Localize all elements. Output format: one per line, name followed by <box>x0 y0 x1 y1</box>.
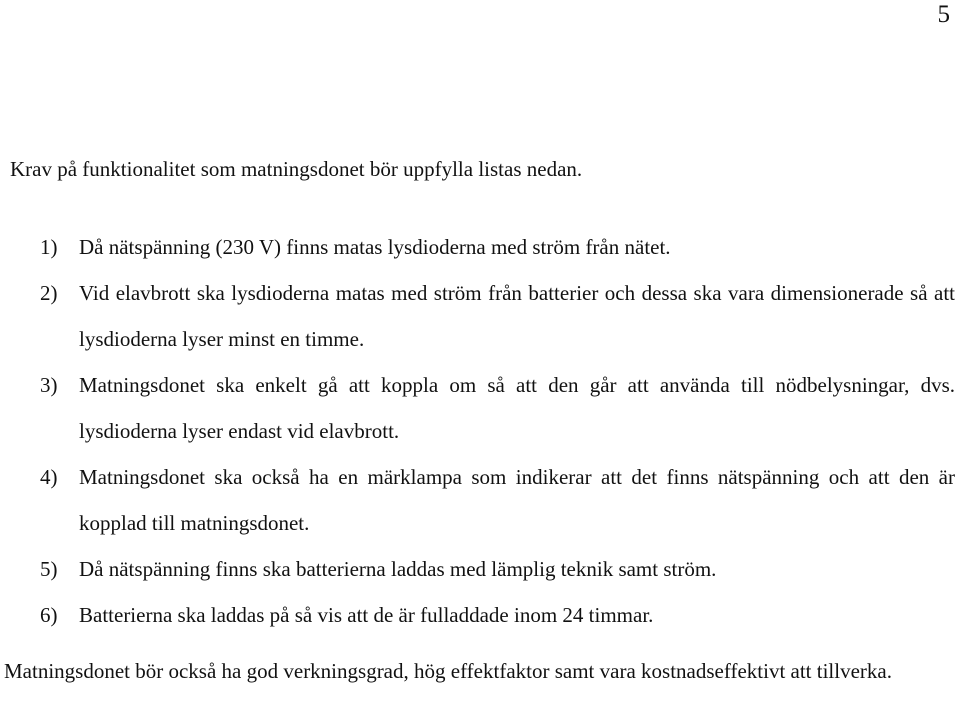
list-item <box>40 454 955 546</box>
list-item <box>40 362 955 454</box>
list-item-text: Matningsdonet ska också ha en märklampa som indikerar att det finns nätspänning och att den är kopplad till matningsdonet. <box>79 465 955 535</box>
list-item-text: Matningsdonet ska enkelt gå att koppla om så att den går att använda till nödbelysningar, dvs. lysdioderna lyser endast vid elavbrott. <box>79 373 955 443</box>
page-number: 5 <box>937 1 950 28</box>
list-item-text: Vid elavbrott ska lysdioderna matas med ström från batterier och dessa ska vara dimensionerade så att lysdioderna lyser minst en timme. <box>79 281 955 351</box>
list-item-number: 6) <box>40 603 58 627</box>
list-item <box>40 270 955 362</box>
list-item-number: 1) <box>40 235 58 259</box>
list-item-number: 5) <box>40 557 58 581</box>
list-item-text: Då nätspänning finns ska batterierna laddas med lämplig teknik samt ström. <box>79 557 717 581</box>
list-item-number: 4) <box>40 465 58 489</box>
list-item <box>40 224 955 270</box>
list-item <box>40 546 955 592</box>
list-item-number: 3) <box>40 373 58 397</box>
requirements-list <box>40 224 955 638</box>
closing-paragraph: Matningsdonet bör också ha god verkningsgrad, hög effektfaktor samt vara kostnadseffektivt att tillverka. <box>4 659 892 683</box>
list-item-text: Batterierna ska laddas på så vis att de är fulladdade inom 24 timmar. <box>79 603 654 627</box>
list-item-text: Då nätspänning (230 V) finns matas lysdioderna med ström från nätet. <box>79 235 671 259</box>
list-item-number: 2) <box>40 281 58 305</box>
list-item <box>40 592 955 638</box>
intro-paragraph: Krav på funktionalitet som matningsdonet bör uppfylla listas nedan. <box>10 157 583 181</box>
